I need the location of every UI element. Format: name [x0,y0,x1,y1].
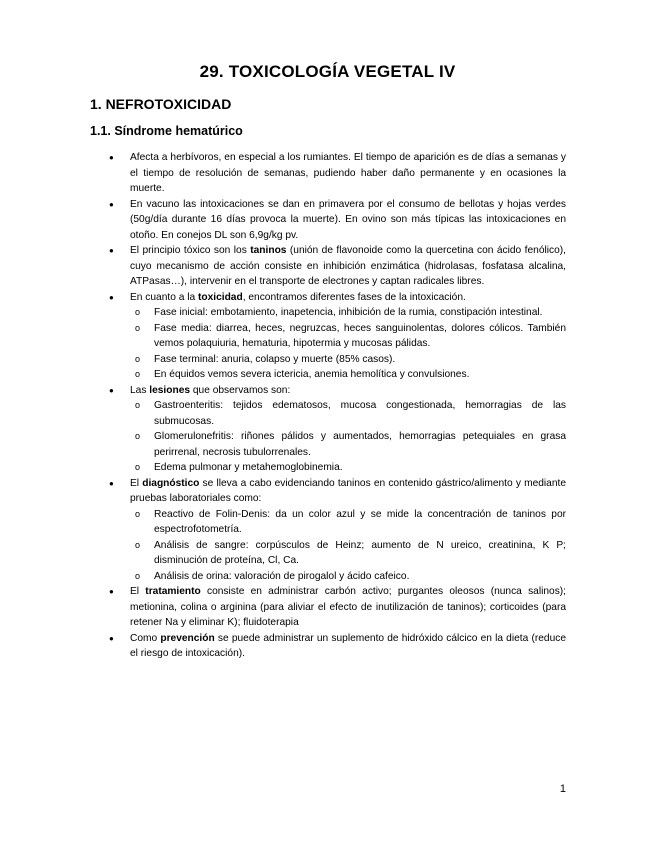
bullet-keyword: tratamiento [145,586,201,597]
sub-bullet-list [130,398,566,476]
bullet-text: ● Afecta a herbívoros, en especial a los rumiantes. El tiempo de aparición es de días a semanas y el tiempo de resolución de semanas, pudiendo haber daño permanente y en ocasiones la muerte. [130,152,566,194]
bullet-item-7 [90,631,566,662]
bullet-item-6 [90,584,566,631]
sub-bullet-item: o Reactivo de Folin-Denis: da un color azul y se mide la concentración de taninos por espectrofotometría. [130,507,566,538]
bullet-text [130,290,566,306]
bullet-list [90,150,566,662]
bullet-text-pre: El [130,586,146,597]
bullet-text-post: se puede administrar un suplemento de hidróxido cálcico en la dieta (reduce el riesgo de intoxicación). [130,632,566,659]
subsection-heading: 1.1. Síndrome hematúrico [90,124,243,138]
bullet-text-post: (unión de flavonoide como la quercetina con ácido fenólico), cuyo mecanismo de acción consiste en inhibición enzimática (hidrolasas, fosfatasa alcalina, ATPasas…), intervenir en el transporte de electrones y captan radicales libres. [130,245,566,287]
bullet-text [130,383,566,399]
bullet-text-pre: El principio tóxico son los [130,245,251,256]
sub-bullet-item: o Fase inicial: embotamiento, inapetencia, inhibición de la rumia, constipación intestinal. [130,305,566,321]
sub-bullet-item: o En équidos vemos severa ictericia, anemia hemolítica y convulsiones. [130,367,566,383]
sub-bullet-list [130,305,566,383]
bullet-keyword: diagnóstico [142,477,200,489]
sub-bullet-item: o Gastroenteritis: tejidos edematosos, mucosa congestionada, hemorragias de las submucosas. [130,398,566,429]
section-heading: 1. NEFROTOXICIDAD [90,96,232,112]
page-number: 1 [559,783,566,795]
bullet-text-post: que observamos son: [190,384,291,396]
bullet-keyword: prevención [160,632,215,644]
bullet-text [130,584,566,631]
bullet-keyword: lesiones [149,384,191,396]
bullet-text-post: consiste en administrar carbón activo; purgantes oleosos (nunca salinos); metionina, colina o arginina (para aliviar el efecto de inutilización de taninos); corticoides (para retener Na y eliminar K); fluidoterapia [130,586,567,628]
content-body [90,150,566,662]
sub-bullet-item: o Glomerulonefritis: riñones pálidos y aumentados, hemorragias petequiales en grasa perirrenal, necrosis tubulorrenales. [130,429,566,460]
bullet-text [130,476,566,507]
bullet-item-3 [90,290,566,383]
bullet-item-2 [90,243,566,290]
bullet-text-pre: Como [130,632,161,644]
sub-bullet-item: o Edema pulmonar y metahemoglobinemia. [130,460,566,476]
bullet-item-1 [90,197,566,244]
page-title: 29. TOXICOLOGÍA VEGETAL IV [199,62,456,81]
bullet-text-pre: En cuanto a la [130,291,198,303]
bullet-text-post: se lleva a cabo evidenciando taninos en contenido gástrico/alimento y mediante pruebas laboratoriales como: [130,477,566,504]
bullet-item-4 [90,383,566,476]
sub-bullet-list [130,507,566,585]
bullet-text: ● En vacuno las intoxicaciones se dan en primavera por el consumo de bellotas y hojas verdes (50g/día durante 16 días provoca la muerte). En ovino son más típicas las intoxicaciones en otoño. En conejos DL son 6,9g/kg pv. [130,198,566,241]
bullet-item-5 [90,476,566,585]
bullet-text-post: , encontramos diferentes fases de la intoxicación. [242,291,466,303]
sub-bullet-item: o Análisis de orina: valoración de pirogalol y ácido cafeico. [130,569,566,585]
bullet-text [130,631,566,662]
bullet-text-pre: Las [130,384,150,396]
sub-bullet-item: o Fase media: diarrea, heces, negruzcas, heces sanguinolentas, dolores cólicos. También vemos polaquiuria, hematuria, hipotermia y mucosas pálidas. [130,321,566,352]
sub-bullet-item: o Fase terminal: anuria, colapso y muerte (85% casos). [130,352,566,368]
sub-bullet-item: o Análisis de sangre: corpúsculos de Heinz; aumento de N ureico, creatinina, K P; disminución de proteína, Cl, Ca. [130,538,566,569]
bullet-item-0 [90,150,566,197]
bullet-keyword: toxicidad [197,291,243,303]
bullet-text-pre: El [130,477,143,489]
bullet-text [130,243,566,290]
bullet-keyword: taninos [250,245,287,256]
